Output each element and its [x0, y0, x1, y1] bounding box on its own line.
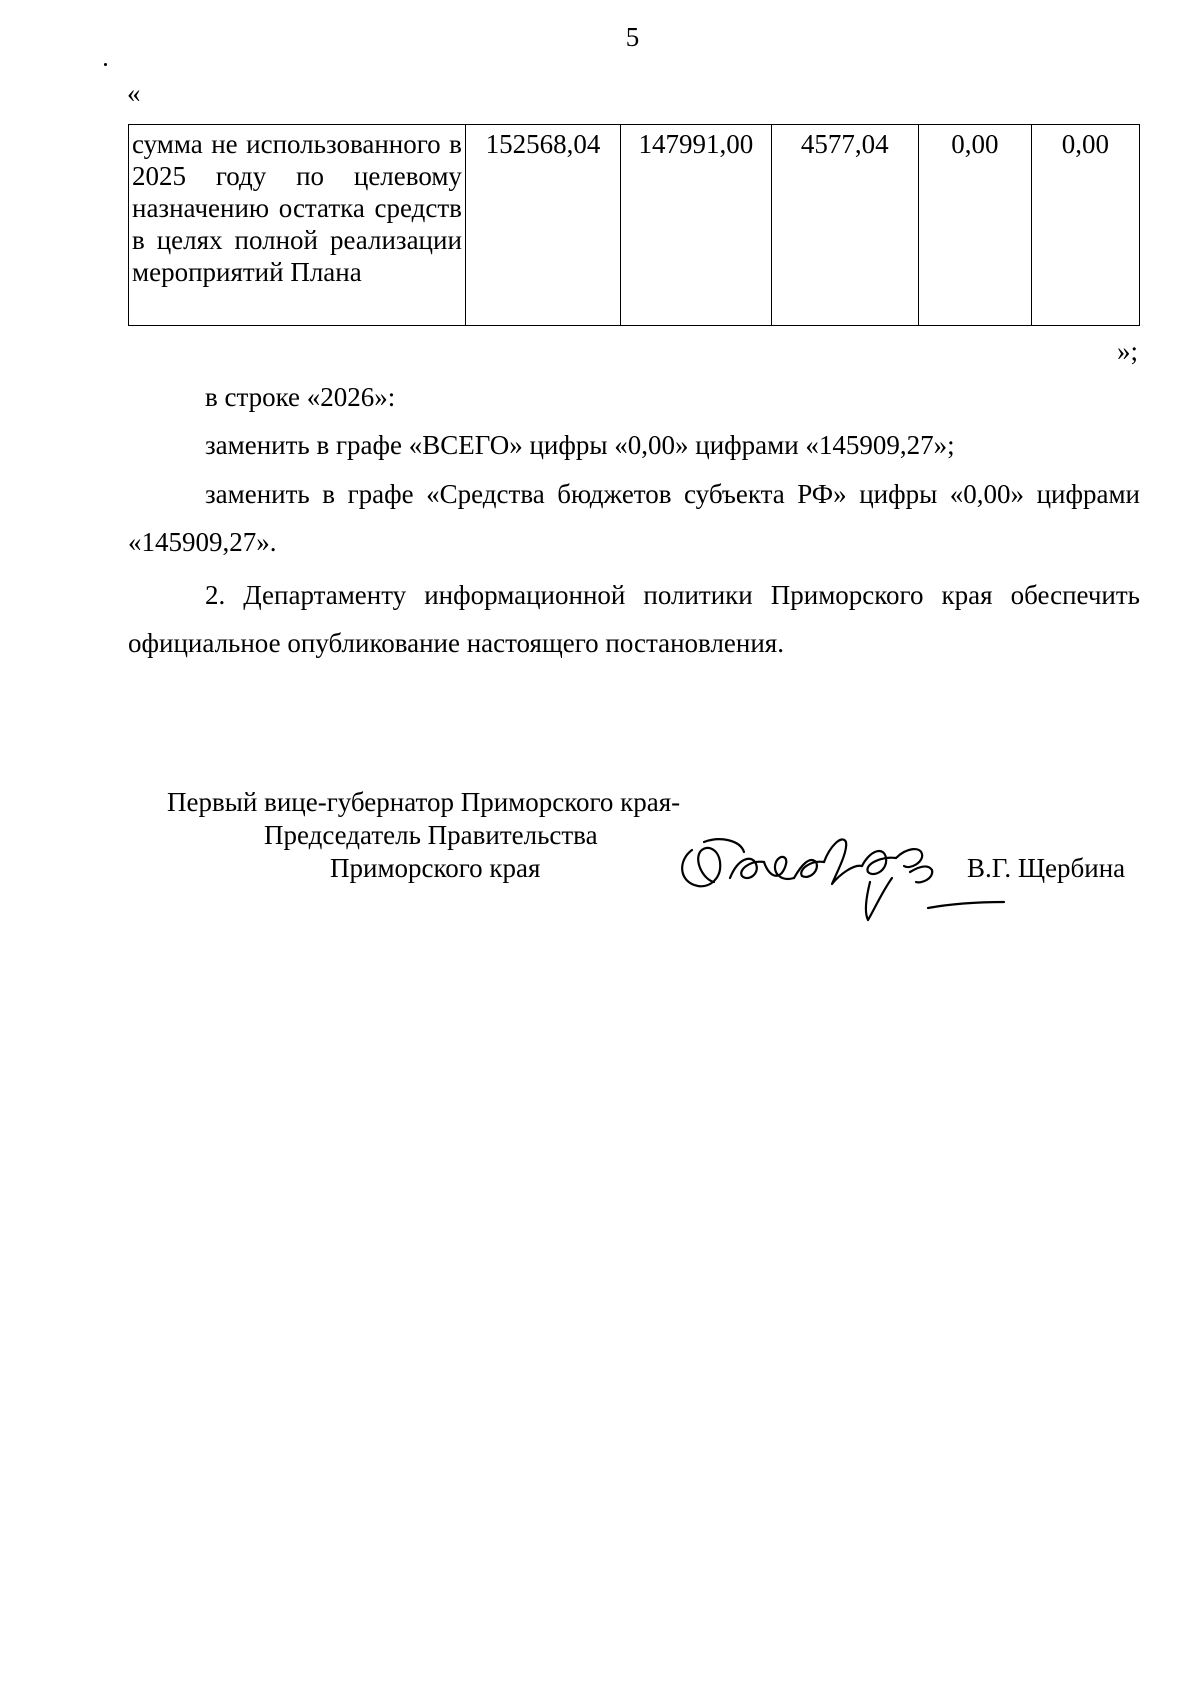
signatory-title-line-1: Первый вице-губернатор Приморского края- [167, 787, 681, 817]
signatory-title-line-3: Приморского края [330, 853, 541, 883]
stray-dot [104, 63, 107, 66]
page-number: 5 [625, 22, 640, 52]
handwritten-signature [670, 820, 1010, 925]
value-total: 152568,04 [465, 125, 620, 326]
paragraph-replace-subject-budget: заменить в графе «Средства бюджетов субъекта РФ» цифры «0,00» цифрами «145909,27». [128, 479, 1140, 557]
amendment-table [128, 124, 1140, 326]
value-col-3: 147991,00 [621, 125, 771, 326]
table-row [129, 125, 1140, 326]
signatory-title-line-2: Председатель Правительства [264, 820, 598, 850]
value-col-5: 0,00 [918, 125, 1031, 326]
paragraph-item-2: 2. Департаменту информационной политики Приморского края обеспечить официальное опубликование настоящего постановления. [128, 580, 1140, 658]
value-col-6: 0,00 [1031, 125, 1139, 326]
value-col-4: 4577,04 [771, 125, 918, 326]
paragraph-row-2026: в строке «2026»: [205, 382, 396, 412]
closing-quote: »; [1117, 336, 1139, 366]
row-description: сумма не использованного в 2025 году по целевому назначению остатка средств в целях полной реализации мероприятий Плана [129, 125, 466, 326]
signatory-name: В.Г. Щербина [967, 853, 1126, 883]
opening-quote: « [127, 78, 141, 108]
paragraph-replace-total: заменить в графе «ВСЕГО» цифры «0,00» цифрами «145909,27»; [205, 430, 955, 460]
